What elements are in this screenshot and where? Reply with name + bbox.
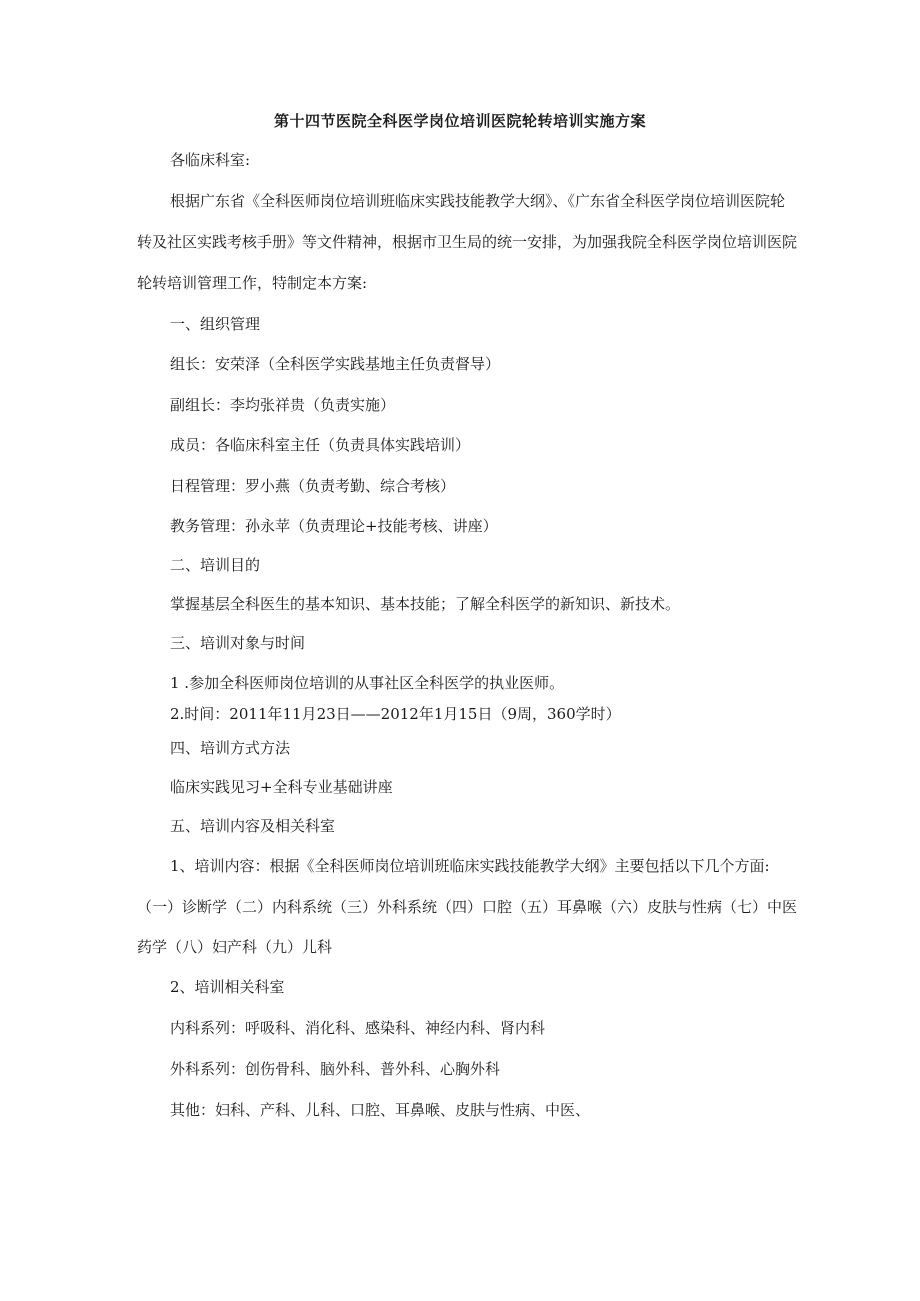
section-heading-purpose: 二、培训目的 <box>170 556 261 574</box>
content-list-line-1: （一）诊断学（二）内科系统（三）外科系统（四）口腔（五）耳鼻喉（六）皮肤与性病（七）中医 <box>137 898 798 916</box>
intro-line-3: 轮转培训管理工作，特制定本方案: <box>137 274 368 292</box>
target-item-2: 2.时间：2011年11月23日——2012年1月15日（9周，360学时） <box>170 705 621 723</box>
education-manager-line: 教务管理：孙永苹（负责理论+技能考核、讲座） <box>170 517 498 535</box>
intro-line-1: 根据广东省《全科医师岗位培训班临床实践技能教学大纲》、《广东省全科医学岗位培训医院轮 <box>170 192 786 210</box>
section-heading-method: 四、培训方式方法 <box>170 739 291 757</box>
departments-heading: 2、培训相关科室 <box>170 978 285 996</box>
content-intro: 1、培训内容：根据《全科医师岗位培训班临床实践技能教学大纲》主要包括以下几个方面: <box>170 857 770 875</box>
purpose-content: 掌握基层全科医生的基本知识、基本技能；了解全科医学的新知识、新技术。 <box>170 595 681 613</box>
content-list-line-2: 药学（八）妇产科（九）儿科 <box>137 938 333 956</box>
internal-medicine-departments: 内科系列：呼吸科、消化科、感染科、神经内科、肾内科 <box>170 1019 546 1037</box>
schedule-manager-line: 日程管理：罗小燕（负责考勤、综合考核） <box>170 477 456 495</box>
section-heading-target: 三、培训对象与时间 <box>170 634 306 652</box>
leader-line: 组长：安荣泽（全科医学实践基地主任负责督导） <box>170 355 501 373</box>
section-heading-content: 五、培训内容及相关科室 <box>170 817 336 835</box>
intro-line-2: 转及社区实践考核手册》等文件精神，根据市卫生局的统一安排，为加强我院全科医学岗位培训医院 <box>137 233 798 251</box>
other-departments: 其他：妇科、产科、儿科、口腔、耳鼻喉、皮肤与性病、中医、 <box>170 1101 591 1119</box>
target-item-1: 1 .参加全科医师岗位培训的从事社区全科医学的执业医师。 <box>170 674 565 692</box>
salutation: 各临床科室: <box>170 151 251 169</box>
document-title: 第十四节医院全科医学岗位培训医院轮转培训实施方案 <box>273 112 646 130</box>
surgery-departments: 外科系列：创伤骨科、脑外科、普外科、心胸外科 <box>170 1060 501 1078</box>
method-content: 临床实践见习+全科专业基础讲座 <box>170 778 393 796</box>
members-line: 成员：各临床科室主任（负责具体实践培训） <box>170 436 471 454</box>
section-heading-organization: 一、组织管理 <box>170 315 261 333</box>
deputy-leader-line: 副组长：李均张祥贵（负责实施） <box>170 396 396 414</box>
